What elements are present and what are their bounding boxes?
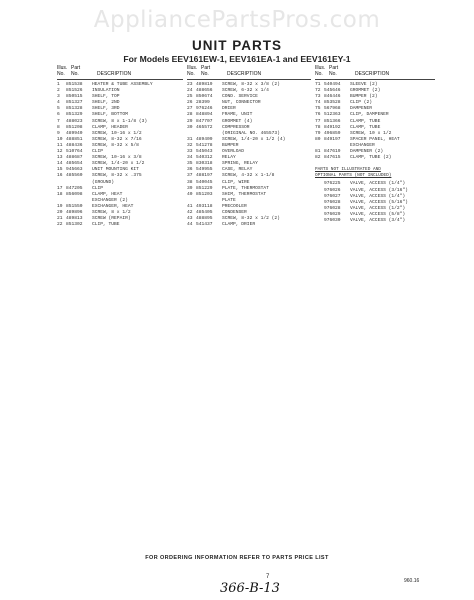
illus-number: 5 [57,106,60,112]
part-number: 846446 [324,94,341,100]
page-title: UNIT PARTS [192,38,282,53]
note-line: PARTS NOT ILLUSTRATED AND [315,167,381,173]
part-description: NUT, CONNECTOR [222,100,261,106]
illus-number: 30 [187,124,193,130]
part-number: 848894 [196,112,213,118]
part-description: SCREW, 8-32 x .375 [92,173,142,179]
part-description: (ORIGINAL NO. 465573) [222,130,280,136]
part-number: 488851 [66,136,83,142]
header-no: No. [187,71,195,77]
part-description: SHIM, THERMOSTAT [222,191,267,197]
illus-number: 82 [315,155,321,161]
illus-number: 13 [57,155,63,161]
illus-number: 10 [57,136,63,142]
part-description: CLIP, WIRE [222,179,250,185]
part-description: EXCHANGER (2) [92,197,128,203]
part-description: SCREW, 8-32 x 7/16 [92,136,142,142]
illus-number: 74 [315,100,321,106]
illus-number: 76 [315,112,321,118]
illus-number: 38 [187,179,193,185]
part-description: SCREW, 8-32 x 5/8 [92,142,139,148]
part-number: 851329 [66,112,83,118]
parts-row [315,218,435,224]
part-number: 567968 [324,106,341,112]
part-description: SCREW, 8 x 1/2 [92,209,131,215]
part-description: SCREW, 1/4-20 x 1/2 [92,161,145,167]
part-number: 851550 [66,203,83,209]
part-number: 976030 [324,217,341,223]
part-description: GROMMET (4) [222,118,253,124]
part-description: EXCHANGER, HEAT [92,203,134,209]
part-number: 851327 [66,100,83,106]
part-description: SHELF, 3RD [92,106,120,112]
part-description: PLATE, THERMOSTAT [222,185,269,191]
header-part: Part [71,65,81,71]
part-number: 851203 [196,191,213,197]
illus-number: 40 [187,191,193,197]
part-number: 512363 [324,112,341,118]
part-description: SCREW, 6-32 x 1/4 [222,88,269,94]
part-number: 489813 [66,216,83,222]
part-description: SCREW, 1/4-20 x 1/2 (4) [222,136,286,142]
part-description: VALVE, ACCESS (5/8") [350,211,406,217]
part-description: SCREW, 4-32 x 1-1/8 [222,173,275,179]
part-number: 540312 [196,155,213,161]
handwritten-note: 366-B-13 [220,581,280,596]
illus-number: 27 [187,106,193,112]
illus-number: 6 [57,112,60,118]
part-number: 976026 [324,187,341,193]
part-description: SPRING, RELAY [222,161,258,167]
part-description: SCREW, 8 x 1-1/8 (3) [92,118,148,124]
illus-number: 72 [315,88,321,94]
illus-number: 37 [187,173,193,179]
part-description: EXCHANGER [350,142,375,148]
part-number: 853528 [324,100,341,106]
illus-number: 81 [315,149,321,155]
parts-row [315,155,435,161]
illus-number: 75 [315,106,321,112]
illus-number: 39 [187,185,193,191]
parts-column-2 [187,66,311,228]
part-number: 541278 [196,142,213,148]
part-description: VALVE, ACCESS (1/4") [350,193,406,199]
illus-number: 28 [187,112,193,118]
part-description: BUMPER (2) [350,94,378,100]
part-number: 488895 [196,216,213,222]
part-number: 493118 [196,203,213,209]
part-description: FRAME, UNIT [222,112,253,118]
part-description: RELAY [222,155,236,161]
illus-number: 18 [57,191,63,197]
illus-number: 34 [187,155,193,161]
part-number: 545646 [324,88,341,94]
illus-number: 26 [187,100,193,106]
header-part-no: No. [329,71,337,77]
header-description: DESCRIPTION [227,71,262,77]
part-number: 540494 [324,82,341,87]
part-number: 485405 [196,209,213,215]
illus-number: 19 [57,203,63,209]
part-description: SPACER PANEL, HEAT [350,136,400,142]
illus-number: 36 [187,167,193,173]
part-description: CLIP (2) [350,100,373,106]
column-header [315,66,435,80]
illus-number: 16 [57,173,63,179]
part-number: 488436 [66,142,83,148]
part-number: 830318 [196,161,213,167]
part-description: SCREW, 8-32 x 1/2 (2) [222,216,280,222]
illus-number: 43 [187,216,193,222]
illus-number: 15 [57,167,63,173]
illus-number: 25 [187,94,193,100]
illus-number: 71 [315,82,321,87]
part-number: 847205 [66,185,83,191]
part-description: SCREW, 10-16 x 3/8 [92,155,142,161]
header-no: No. [57,71,65,77]
part-number: 850674 [196,94,213,100]
part-number: 851208 [66,124,83,130]
illus-number: 32 [187,142,193,148]
illus-number: 14 [57,161,63,167]
illus-number: 79 [315,130,321,136]
part-number: 488687 [66,155,83,161]
part-number: 488656 [196,88,213,94]
not-illustrated-note [315,167,435,178]
illus-number: 1 [57,82,60,87]
part-number: 847707 [196,118,213,124]
part-description: DRIER [222,106,236,112]
illus-number: 3 [57,94,60,100]
part-number: 510764 [66,149,83,155]
document-code: 960.16 [404,578,420,584]
part-number: 488023 [66,118,83,124]
header-no: No. [315,71,323,77]
header-illus: Illus. [315,65,326,71]
part-number: 485654 [66,161,83,167]
part-number: 851538 [66,82,83,87]
part-number: 976246 [196,106,213,112]
part-description: SCREW, 10 x 1/2 [350,130,392,136]
illus-number: 42 [187,209,193,215]
part-description: CLIP [92,149,104,155]
part-number: 489896 [66,209,83,215]
illus-number: 78 [315,124,321,130]
header-part: Part [201,65,211,71]
column-header [57,66,183,80]
part-description: CLAMP, DRIER [222,222,256,228]
part-description: SHELF, BOTTOM [92,112,128,118]
illus-number: 12 [57,149,63,155]
part-description: VALVE, ACCESS (3/4") [350,217,406,223]
part-number: 976027 [324,193,341,199]
part-description: VALVE, ACCESS (5/16") [350,199,408,205]
part-number: 496859 [324,130,341,136]
illus-number: 17 [57,185,63,191]
note-line: OPTIONAL PARTS (NOT INCLUDED) [315,172,392,178]
parts-row [187,222,311,228]
part-number: 28399 [196,100,210,106]
part-number: 945663 [66,167,83,173]
illus-number: 80 [315,136,321,142]
part-number: 849192 [324,124,341,130]
header-illus: Illus. [57,65,68,71]
part-description: UNIT MOUNTING KIT [92,167,139,173]
part-description: COND. SERVICE [222,94,258,100]
model-subtitle: For Models EEV161EW-1, EEV161EA-1 and EEV161EY-1 [123,54,351,64]
part-description: SLEEVE (2) [350,82,378,87]
part-description: CLAMP, HEAT [92,191,123,197]
illus-number: 22 [57,222,63,228]
part-description: OVERLOAD [222,149,245,155]
part-description: VALVE, ACCESS (1/4") [350,181,406,187]
part-number: 849197 [324,136,341,142]
part-number: 489409 [196,136,213,142]
illus-number: 7 [57,118,60,124]
part-description: CLAMP, TUBE [350,118,381,124]
illus-number: 9 [57,130,60,136]
part-description: CLIP, TUBE [92,222,120,228]
part-description: CASE, RELAY [222,167,253,173]
part-description: VALVE, ACCESS (1/2") [350,205,406,211]
part-description: PRECOOLER [222,203,247,209]
illus-number: 77 [315,118,321,124]
part-number: 540045 [196,179,213,185]
header-part: Part [329,65,339,71]
part-description: SCREW, 10-16 x 1/2 [92,130,142,136]
part-description: SCREW (REPAIR) [92,216,131,222]
part-description: CLIP [92,185,104,191]
part-description: CLIP, DAMPENER [350,112,389,118]
part-description: INSULATION [92,88,120,94]
header-part-no: No. [71,71,79,77]
part-description: CLAMP, TUBE (2) [350,155,392,161]
illus-number: 2 [57,88,60,94]
header-description: DESCRIPTION [97,71,132,77]
part-description: DAMPENER (2) [350,149,384,155]
illus-number: 41 [187,203,193,209]
illus-number: 23 [187,82,193,87]
part-number: 851366 [324,118,341,124]
part-description: DAMPENER [350,106,373,112]
part-description: CONDENSER [222,209,247,215]
part-number: 851526 [66,88,83,94]
part-description: SHELF, TOP [92,94,120,100]
illus-number: 35 [187,161,193,167]
part-number: 465572 [196,124,213,130]
watermark-banner: AppliancePartsPros.com [93,7,381,33]
parts-column-3 [315,66,435,224]
column-header [187,66,311,80]
part-number: 545043 [196,149,213,155]
header-description: DESCRIPTION [355,71,390,77]
part-description: PLATE [222,197,236,203]
part-description: (GROUND) [92,179,115,185]
header-part-no: No. [201,71,209,77]
illus-number: 29 [187,118,193,124]
part-number: 976028 [324,205,341,211]
part-number: 485560 [66,173,83,179]
part-number: 541437 [196,222,213,228]
illus-number: 11 [57,142,63,148]
part-number: 976029 [324,211,341,217]
illus-number: 31 [187,136,193,142]
page-number: 7 [266,574,270,580]
part-description: GROMMET (2) [350,88,381,94]
illus-number: 33 [187,149,193,155]
part-description: SCREW, 8-32 x 3/8 (2) [222,82,280,87]
illus-number: 4 [57,100,60,106]
part-number: 976028 [324,199,341,205]
part-number: 976225 [324,181,341,187]
parts-row [57,222,183,228]
ordering-footer: FOR ORDERING INFORMATION REFER TO PARTS PRICE LIST [145,555,329,561]
illus-number: 44 [187,222,193,228]
part-number: 851302 [66,222,83,228]
illus-number: 20 [57,209,63,215]
parts-column-1 [57,66,183,228]
part-description: VALVE, ACCESS (3/16") [350,187,408,193]
part-number: 489819 [196,82,213,87]
part-number: 856098 [66,191,83,197]
header-illus: Illus. [187,65,198,71]
part-description: HEATER & TUBE ASSEMBLY [92,82,153,87]
illus-number: 73 [315,94,321,100]
part-description: CLAMP, TUBE [350,124,381,130]
illus-number: 21 [57,216,63,222]
part-number: 850515 [66,94,83,100]
part-description: SHELF, 2ND [92,100,120,106]
part-number: 851328 [66,106,83,112]
part-number: 489940 [66,130,83,136]
part-description: CLAMP, HEADER [92,124,128,130]
illus-number: 24 [187,88,193,94]
part-number: 488197 [196,173,213,179]
part-description: COMPRESSOR [222,124,250,130]
part-number: 847615 [324,155,341,161]
part-number: 549955 [196,167,213,173]
part-number: 847619 [324,149,341,155]
part-number: 851229 [196,185,213,191]
illus-number: 8 [57,124,60,130]
part-description: BUMPER [222,142,239,148]
